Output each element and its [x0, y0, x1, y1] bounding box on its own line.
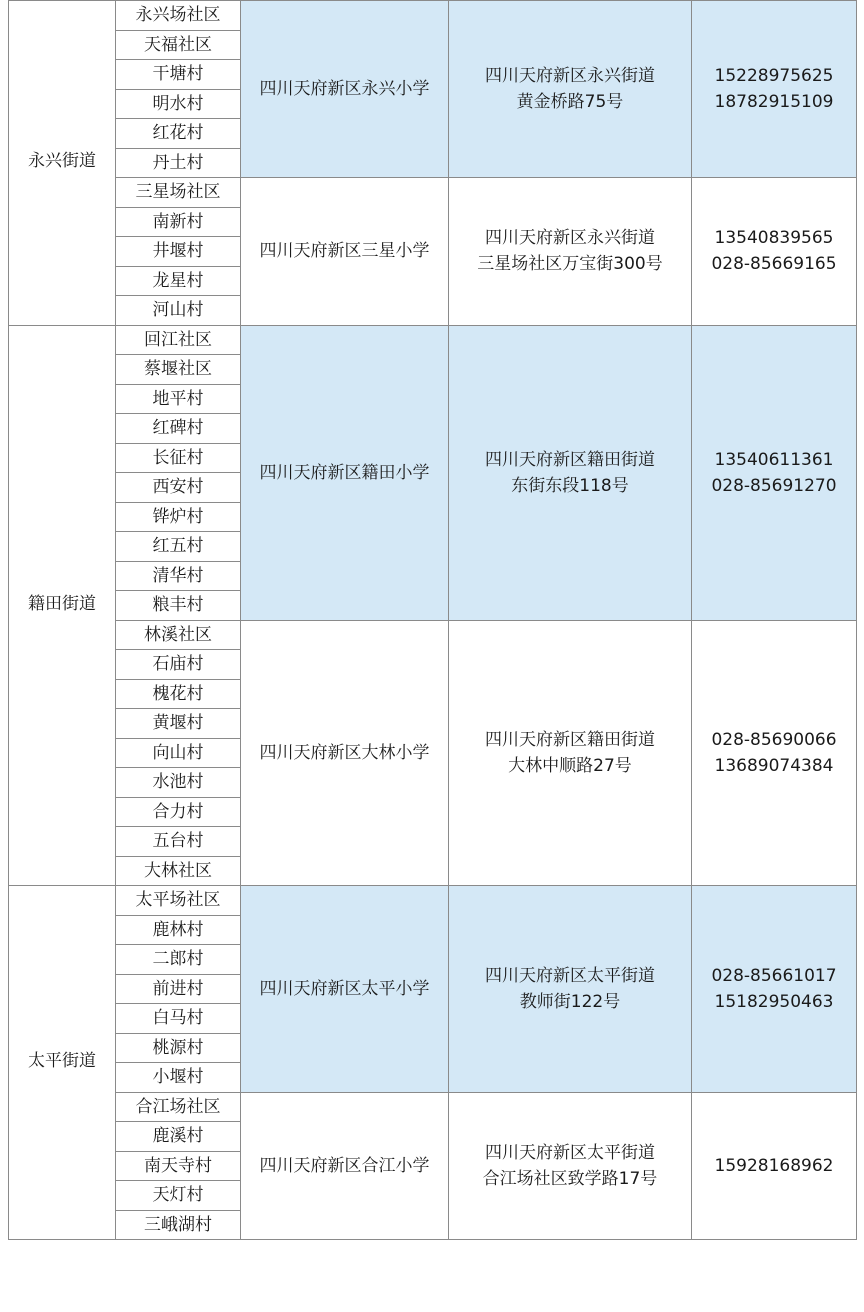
village-cell: 合江场社区 — [116, 1092, 241, 1122]
village-cell: 粮丰村 — [116, 591, 241, 621]
village-cell: 回江社区 — [116, 325, 241, 355]
phone-cell — [692, 1092, 857, 1240]
school-name-cell: 四川天府新区三星小学 — [241, 178, 449, 326]
table-row — [9, 620, 857, 650]
phone-number: 15928168962 — [714, 1155, 834, 1176]
address-line: 东街东段118号 — [511, 475, 629, 496]
address-cell — [449, 1, 692, 178]
village-cell: 林溪社区 — [116, 620, 241, 650]
village-cell: 鹿林村 — [116, 915, 241, 945]
village-cell: 石庙村 — [116, 650, 241, 680]
table-body — [9, 1, 857, 1240]
phone-number: 13540611361 — [714, 449, 834, 470]
village-cell: 鹿溪村 — [116, 1122, 241, 1152]
phone-number: 13540839565 — [714, 228, 834, 249]
village-cell: 天福社区 — [116, 30, 241, 60]
village-cell: 黄堰村 — [116, 709, 241, 739]
village-cell: 红碑村 — [116, 414, 241, 444]
village-cell: 桃源村 — [116, 1033, 241, 1063]
phone-number: 028-85691270 — [711, 475, 837, 496]
village-cell: 蔡堰社区 — [116, 355, 241, 385]
school-name-cell: 四川天府新区永兴小学 — [241, 1, 449, 178]
table-row — [9, 886, 857, 916]
village-cell: 二郎村 — [116, 945, 241, 975]
table-row — [9, 1, 857, 31]
village-cell: 白马村 — [116, 1004, 241, 1034]
village-cell: 天灯村 — [116, 1181, 241, 1211]
phone-number: 13689074384 — [714, 755, 834, 776]
table-row — [9, 1092, 857, 1122]
village-cell: 长征村 — [116, 443, 241, 473]
phone-cell — [692, 1, 857, 178]
table-row — [9, 325, 857, 355]
school-name-cell: 四川天府新区合江小学 — [241, 1092, 449, 1240]
village-cell: 五台村 — [116, 827, 241, 857]
village-cell: 西安村 — [116, 473, 241, 503]
phone-cell — [692, 620, 857, 886]
village-cell: 大林社区 — [116, 856, 241, 886]
village-cell: 铧炉村 — [116, 502, 241, 532]
village-cell: 龙星村 — [116, 266, 241, 296]
address-line: 四川天府新区太平街道 — [485, 1142, 655, 1163]
phone-number: 028-85690066 — [711, 729, 837, 750]
address-line: 大林中顺路27号 — [508, 755, 632, 776]
village-cell: 三峨湖村 — [116, 1210, 241, 1240]
table-row — [9, 178, 857, 208]
village-cell: 丹土村 — [116, 148, 241, 178]
school-name-cell: 四川天府新区籍田小学 — [241, 325, 449, 620]
street-name-cell: 籍田街道 — [9, 325, 116, 886]
address-cell — [449, 1092, 692, 1240]
village-cell: 太平场社区 — [116, 886, 241, 916]
address-line: 合江场社区致学路17号 — [482, 1168, 658, 1189]
school-name-cell: 四川天府新区太平小学 — [241, 886, 449, 1093]
village-cell: 红五村 — [116, 532, 241, 562]
address-line: 四川天府新区永兴街道 — [485, 228, 655, 249]
address-line: 三星场社区万宝街300号 — [477, 254, 663, 275]
village-cell: 永兴场社区 — [116, 1, 241, 31]
village-cell: 小堰村 — [116, 1063, 241, 1093]
address-cell — [449, 886, 692, 1093]
village-cell: 合力村 — [116, 797, 241, 827]
phone-number: 028-85661017 — [711, 965, 837, 986]
village-cell: 南天寺村 — [116, 1151, 241, 1181]
phone-number: 15182950463 — [714, 991, 834, 1012]
phone-cell — [692, 178, 857, 326]
village-cell: 河山村 — [116, 296, 241, 326]
phone-cell — [692, 886, 857, 1093]
address-line: 教师街122号 — [519, 991, 621, 1012]
phone-number: 15228975625 — [714, 66, 834, 86]
village-cell: 地平村 — [116, 384, 241, 414]
address-line: 四川天府新区籍田街道 — [485, 729, 655, 750]
village-cell: 向山村 — [116, 738, 241, 768]
village-cell: 三星场社区 — [116, 178, 241, 208]
address-line: 四川天府新区永兴街道 — [485, 66, 655, 86]
street-name-cell: 永兴街道 — [9, 1, 116, 326]
village-cell: 红花村 — [116, 119, 241, 149]
village-cell: 明水村 — [116, 89, 241, 119]
street-name-cell: 太平街道 — [9, 886, 116, 1240]
address-cell — [449, 325, 692, 620]
address-cell — [449, 178, 692, 326]
phone-cell — [692, 325, 857, 620]
school-name-cell: 四川天府新区大林小学 — [241, 620, 449, 886]
address-line: 四川天府新区籍田街道 — [485, 449, 655, 470]
village-cell: 清华村 — [116, 561, 241, 591]
address-line: 四川天府新区太平街道 — [485, 965, 655, 986]
village-cell: 槐花村 — [116, 679, 241, 709]
village-cell: 南新村 — [116, 207, 241, 237]
school-district-table — [8, 0, 857, 1240]
village-cell: 水池村 — [116, 768, 241, 798]
address-cell — [449, 620, 692, 886]
village-cell: 干塘村 — [116, 60, 241, 90]
village-cell: 井堰村 — [116, 237, 241, 267]
village-cell: 前进村 — [116, 974, 241, 1004]
phone-number: 18782915109 — [714, 92, 834, 112]
phone-number: 028-85669165 — [711, 254, 837, 275]
address-line: 黄金桥路75号 — [516, 92, 624, 112]
